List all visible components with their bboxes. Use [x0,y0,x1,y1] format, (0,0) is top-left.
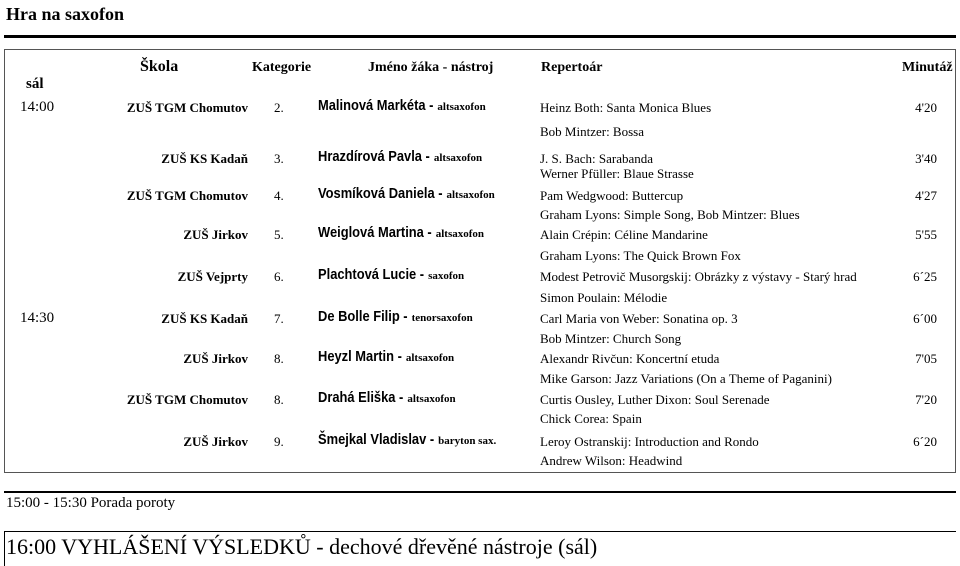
row-repertoire-2: Graham Lyons: The Quick Brown Fox [540,248,741,263]
row-number: 7. [274,311,284,326]
header-skola: Škola [140,58,179,75]
row-school: ZUŠ KS Kadaň [161,151,248,166]
row-duration: 6´00 [913,311,937,326]
header-repertoar: Repertoár [541,60,603,75]
table-bottom-rule [4,491,956,493]
row-repertoire-1: Carl Maria von Weber: Sonatina op. 3 [540,311,738,326]
row-repertoire-2: Werner Pfüller: Blaue Strasse [540,166,694,181]
row-school: ZUŠ KS Kadaň [161,311,248,326]
row-duration: 7'20 [915,392,937,407]
row-duration: 6´25 [913,269,937,284]
row-number: 9. [274,434,284,449]
row-duration: 7'05 [915,351,937,366]
row-school: ZUŠ TGM Chomutov [126,392,248,407]
row-school: ZUŠ Jirkov [183,227,248,242]
row-student-name: Hrazdírová Pavla - [318,148,430,165]
row-duration: 3'40 [915,151,937,166]
row-student-name: Vosmíková Daniela - [318,185,443,202]
row-repertoire-2: Chick Corea: Spain [540,411,642,426]
row-number: 5. [274,227,284,242]
row-repertoire-1: Leroy Ostranskij: Introduction and Rondo [540,434,759,449]
row-school: ZUŠ Vejprty [177,269,248,284]
row-duration: 5'55 [915,227,937,242]
row-repertoire-1: J. S. Bach: Sarabanda [540,151,654,166]
row-duration: 6´20 [913,434,937,449]
row-student-name: Heyzl Martin - [318,348,402,365]
row-student-name: Weiglová Martina - [318,224,432,241]
break-notice: 15:00 - 15:30 Porada poroty [6,495,176,511]
row-repertoire-1: Alexandr Rivčun: Koncertní etuda [540,351,720,366]
row-repertoire-1: Pam Wedgwood: Buttercup [540,188,684,203]
row-school: ZUŠ TGM Chomutov [126,188,248,203]
header-kategorie: Kategorie [252,60,312,75]
row-student-name: De Bolle Filip - [318,308,408,325]
row-repertoire-2: Graham Lyons: Simple Song, Bob Mintzer: Blues [540,207,800,222]
row-number: 3. [274,151,284,166]
row-number: 8. [274,351,284,366]
row-school: ZUŠ Jirkov [183,351,248,366]
row-instrument: altsaxofon [437,101,486,113]
row-repertoire-1: Alain Crépin: Céline Mandarine [540,227,708,242]
row-time: 14:00 [20,99,55,115]
row-repertoire-2: Bob Mintzer: Bossa [540,124,644,139]
row-repertoire-1: Heinz Both: Santa Monica Blues [540,100,712,115]
row-student-name: Drahá Eliška - [318,389,404,406]
row-student-name: Šmejkal Vladislav - [318,431,435,448]
header-sal: sál [26,76,44,92]
title-underline [4,35,956,38]
row-time: 14:30 [20,310,55,326]
row-repertoire-2: Bob Mintzer: Church Song [540,331,682,346]
row-number: 6. [274,269,284,284]
header-jmeno: Jméno žáka - nástroj [368,60,494,75]
row-instrument: altsaxofon [435,228,485,240]
page-title: Hra na saxofon [6,4,125,24]
row-number: 2. [274,100,284,115]
row-duration: 4'20 [915,100,937,115]
final-announcement: 16:00 VYHLÁŠENÍ VÝSLEDKŮ - dechové dřevěné nástroje (sál) [6,534,598,559]
row-school: ZUŠ TGM Chomutov [126,100,248,115]
row-instrument: altsaxofon [405,352,455,364]
header-minutaz: Minutáž [902,60,953,75]
row-instrument: altsaxofon [446,189,495,201]
row-repertoire-1: Curtis Ousley, Luther Dixon: Soul Serenade [540,392,770,407]
row-number: 8. [274,392,284,407]
row-school: ZUŠ Jirkov [183,434,248,449]
row-student-name: Malinová Markéta - [318,97,434,114]
row-duration: 4'27 [915,188,937,203]
row-instrument: altsaxofon [407,393,456,405]
row-instrument: baryton sax. [438,435,497,447]
row-repertoire-2: Simon Poulain: Mélodie [540,290,668,305]
row-repertoire-2: Mike Garson: Jazz Variations (On a Theme of Paganini) [540,371,832,386]
row-student-name: Plachtová Lucie - [318,266,425,283]
row-repertoire-1: Modest Petrovič Musorgskij: Obrázky z výstavy - Starý hrad [540,269,857,284]
row-instrument: saxofon [428,270,465,282]
row-instrument: altsaxofon [433,152,483,164]
row-instrument: tenorsaxofon [411,312,473,324]
row-repertoire-2: Andrew Wilson: Headwind [540,453,683,468]
row-number: 4. [274,188,284,203]
